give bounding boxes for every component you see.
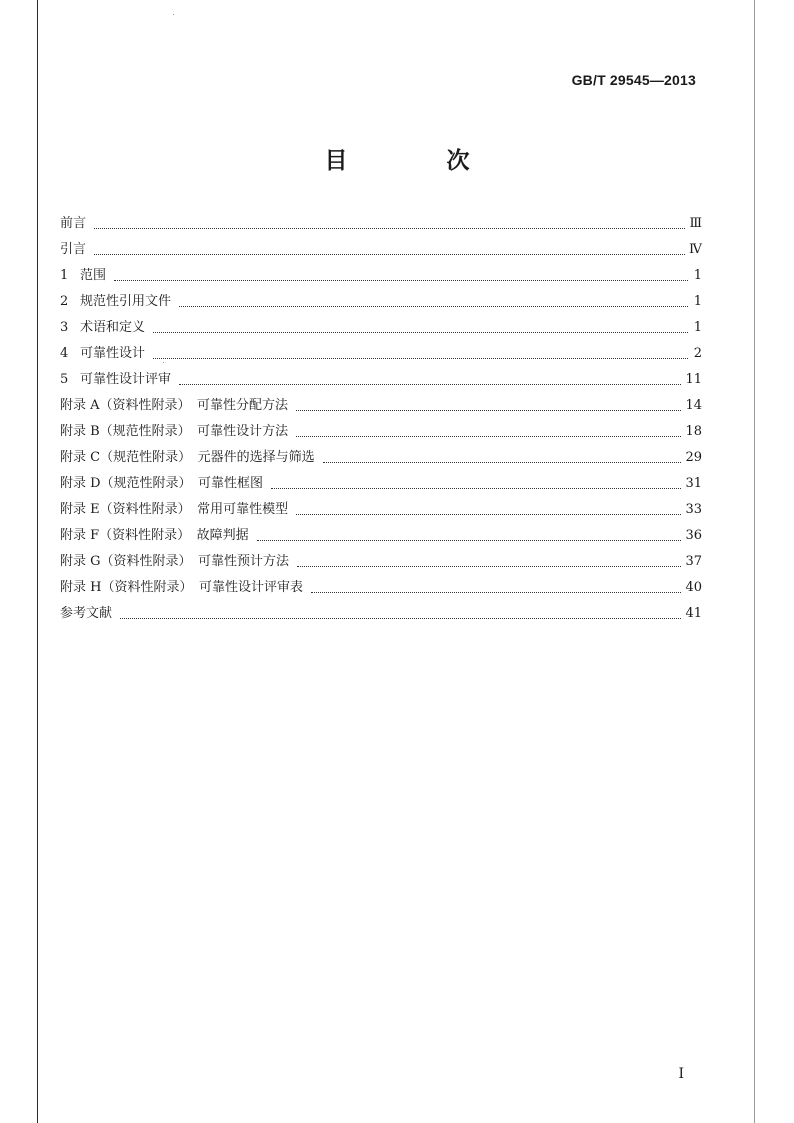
dot-leader (323, 461, 682, 463)
toc-entry-page: 1 (693, 294, 702, 309)
toc-entry-label: 引言 (60, 242, 87, 257)
toc-entry-page: 40 (685, 580, 702, 595)
dot-leader (271, 487, 681, 489)
toc-entry-number: 2 (60, 294, 69, 309)
toc-entry[interactable] (60, 550, 702, 576)
toc-entry-page: 18 (685, 424, 702, 439)
toc-entry[interactable] (60, 342, 702, 368)
toc-entry-page: 1 (693, 268, 702, 283)
toc-entry-label: 可靠性设计评审 (80, 372, 172, 387)
toc-entry-number: 3 (60, 320, 69, 335)
toc-entry[interactable] (60, 316, 702, 342)
dot-leader (153, 357, 688, 359)
toc-entry-page: 11 (685, 372, 702, 387)
toc-entry-page: 14 (685, 398, 702, 413)
dot-leader (94, 227, 685, 229)
toc-entry-page: 41 (685, 606, 702, 621)
toc-entry-label: 附录 A（资料性附录） 可靠性分配方法 (60, 398, 289, 413)
toc-entry-label: 附录 D（规范性附录） 可靠性框图 (60, 476, 264, 491)
toc-entry[interactable] (60, 420, 702, 446)
toc-entry-page: 37 (685, 554, 702, 569)
page-title: 目 次 (324, 148, 508, 174)
toc-entry-page: Ⅲ (689, 216, 702, 231)
toc-entry[interactable] (60, 446, 702, 472)
toc-entry-label: 附录 E（资料性附录） 常用可靠性模型 (60, 502, 289, 517)
toc-entry-label: 附录 F（资料性附录） 故障判据 (60, 528, 249, 543)
dot-leader (153, 331, 688, 333)
toc-entry-page: 2 (693, 346, 702, 361)
dot-leader (296, 409, 681, 411)
dot-leader (120, 617, 681, 619)
dot-leader (296, 513, 681, 515)
dot-leader (297, 565, 681, 567)
dot-leader (311, 591, 681, 593)
toc-entry-label: 附录 C（规范性附录） 元器件的选择与筛选 (60, 450, 315, 465)
toc-entry-label: 参考文献 (60, 606, 113, 621)
toc-entry-page: 31 (685, 476, 702, 491)
toc-entry[interactable] (60, 602, 702, 628)
toc-entry-number: 5 (60, 372, 69, 387)
toc-entry[interactable] (60, 524, 702, 550)
dot-leader (296, 435, 681, 437)
toc-entry-label: 附录 B（规范性附录） 可靠性设计方法 (60, 424, 289, 439)
standard-code: GB/T 29545—2013 (571, 72, 696, 88)
toc-entry-page: Ⅳ (689, 242, 702, 257)
toc-entry[interactable] (60, 264, 702, 290)
toc-entry-label: 前言 (60, 216, 87, 231)
toc-entry-page: 33 (685, 502, 702, 517)
toc-entry[interactable] (60, 212, 702, 238)
toc-entry-page: 29 (685, 450, 702, 465)
dot-leader (179, 305, 688, 307)
toc-entry[interactable] (60, 290, 702, 316)
toc-entry-number: 1 (60, 268, 69, 283)
toc-entry[interactable] (60, 368, 702, 394)
toc-entry-label: 术语和定义 (80, 320, 146, 335)
toc-entry[interactable] (60, 576, 702, 602)
toc-entry-number: 4 (60, 346, 69, 361)
dot-leader (179, 383, 681, 385)
table-of-contents (60, 212, 702, 628)
scan-speck (173, 14, 174, 15)
toc-entry-label: 附录 G（资料性附录） 可靠性预计方法 (60, 554, 290, 569)
toc-entry-label: 规范性引用文件 (80, 294, 172, 309)
toc-entry-page: 36 (685, 528, 702, 543)
dot-leader (257, 539, 682, 541)
toc-entry-page: 1 (693, 320, 702, 335)
toc-entry[interactable] (60, 238, 702, 264)
dot-leader (94, 253, 685, 255)
toc-entry-label: 可靠性设计 (80, 346, 146, 361)
page-number: I (678, 1066, 684, 1082)
toc-entry[interactable] (60, 498, 702, 524)
toc-entry[interactable] (60, 472, 702, 498)
toc-entry[interactable] (60, 394, 702, 420)
toc-entry-label: 附录 H（资料性附录） 可靠性设计评审表 (60, 580, 303, 595)
toc-entry-label: 范围 (80, 268, 107, 283)
dot-leader (114, 279, 688, 281)
